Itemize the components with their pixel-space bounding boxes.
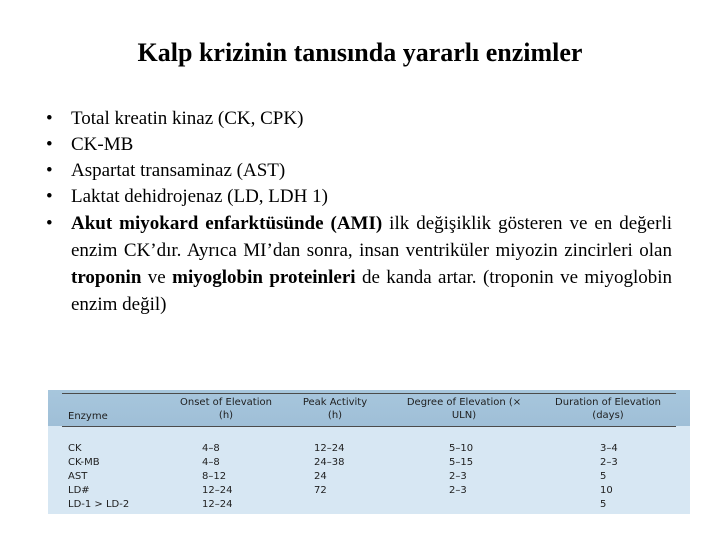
table-cell: 3–4 bbox=[600, 443, 618, 454]
bullet-dot-icon: • bbox=[46, 108, 53, 129]
table-cell: AST bbox=[68, 471, 88, 482]
header-peak: Peak Activity (h) bbox=[302, 397, 368, 421]
table-cell: 5–15 bbox=[449, 457, 474, 468]
header-duration: Duration of Elevation (days) bbox=[555, 397, 661, 421]
enzyme-table bbox=[48, 390, 690, 514]
table-cell: CK bbox=[68, 443, 82, 454]
table-cell: 5 bbox=[600, 499, 607, 510]
header-degree: Degree of Elevation (× ULN) bbox=[406, 397, 522, 421]
bullet-dot-icon: • bbox=[46, 186, 53, 207]
table-cell: 2–3 bbox=[600, 457, 618, 468]
bullet-dot-icon: • bbox=[46, 213, 53, 234]
table-cell: 5–10 bbox=[449, 443, 474, 454]
table-cell: 24 bbox=[314, 471, 327, 482]
header-onset: Onset of Elevation (h) bbox=[180, 397, 272, 421]
bullet-item bbox=[46, 184, 672, 210]
table-header-rule bbox=[62, 426, 676, 427]
bullet-item bbox=[46, 132, 672, 158]
bullet-item bbox=[46, 106, 672, 132]
bullet-item bbox=[46, 210, 672, 318]
table-cell: LD# bbox=[68, 485, 90, 496]
table-cell: 2–3 bbox=[449, 485, 467, 496]
table-cell: 4–8 bbox=[202, 457, 220, 468]
table-cell: 5 bbox=[600, 471, 607, 482]
bullet-dot-icon: • bbox=[46, 160, 53, 181]
table-top-rule bbox=[62, 393, 676, 394]
bullet-text: Akut miyokard enfarktüsünde (AMI) ilk değişiklik gösteren ve en değerli enzim CK’dır. Ayrıca MI’dan sonra, insan ventriküler miyozin zincirleri olan troponin ve miyoglobin proteinleri de kanda artar. (troponin ve miyoglobin enzim değil) bbox=[71, 213, 673, 315]
table-cell: 8–12 bbox=[202, 471, 227, 482]
bullet-dot-icon: • bbox=[46, 134, 53, 155]
bullet-list bbox=[46, 106, 672, 318]
bullet-text: Aspartat transaminaz (AST) bbox=[71, 160, 286, 181]
table-cell: 2–3 bbox=[449, 471, 467, 482]
table-cell: 72 bbox=[314, 485, 327, 496]
table-cell: 12–24 bbox=[202, 499, 233, 510]
table-cell: CK-MB bbox=[68, 457, 100, 468]
table-cell: 4–8 bbox=[202, 443, 220, 454]
slide-title: Kalp krizinin tanısında yararlı enzimler bbox=[137, 38, 583, 67]
table-cell: 12–24 bbox=[314, 443, 345, 454]
table-cell: 24–38 bbox=[314, 457, 345, 468]
bullet-text: Laktat dehidrojenaz (LD, LDH 1) bbox=[71, 186, 328, 207]
table-cell: 12–24 bbox=[202, 485, 233, 496]
bullet-text: CK-MB bbox=[71, 134, 134, 155]
header-enzyme: Enzyme bbox=[68, 411, 108, 422]
bullet-item bbox=[46, 158, 672, 184]
table-cell: LD-1 > LD-2 bbox=[68, 499, 130, 510]
bullet-text: Total kreatin kinaz (CK, CPK) bbox=[71, 108, 304, 129]
table-cell: 10 bbox=[600, 485, 613, 496]
